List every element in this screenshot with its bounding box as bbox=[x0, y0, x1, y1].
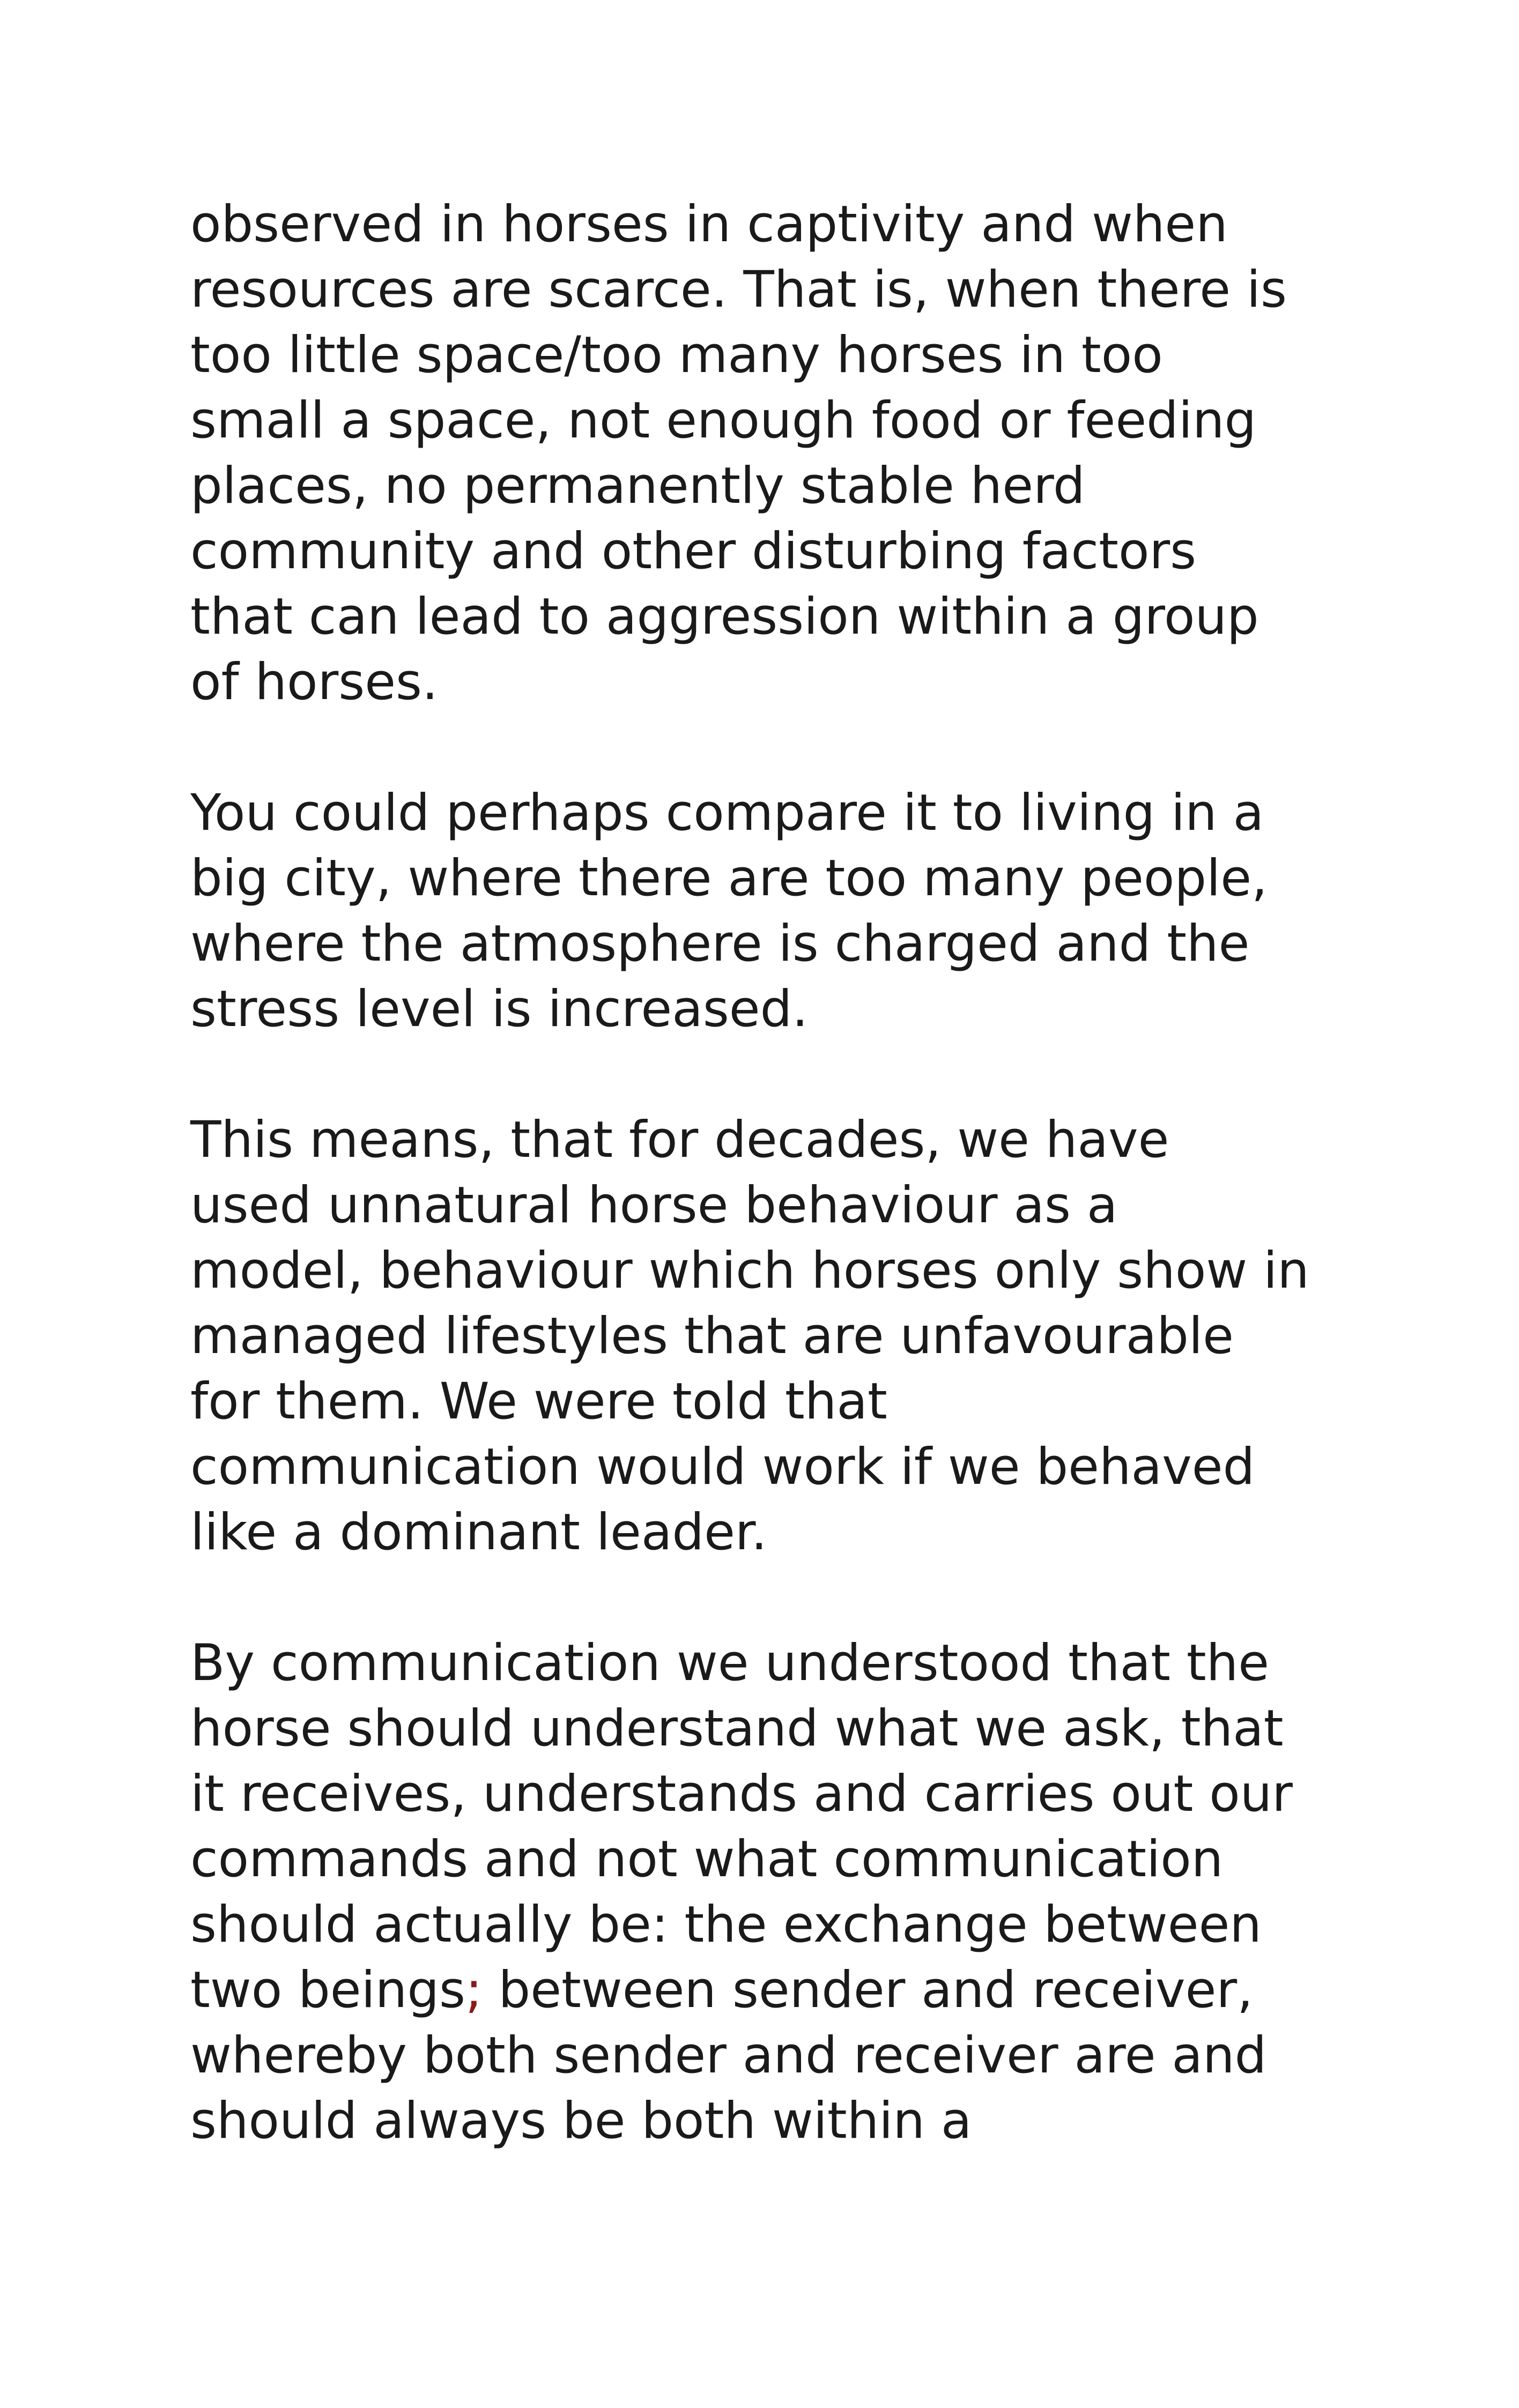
text-line: By communication we understood that the bbox=[190, 1634, 1270, 1692]
text-line: where the atmosphere is charged and the bbox=[190, 915, 1250, 973]
text-line: horse should understand what we ask, that bbox=[190, 1699, 1284, 1758]
text-line: small a space, not enough food or feeding bbox=[190, 391, 1257, 450]
text-line: managed lifestyles that are unfavourable bbox=[190, 1307, 1234, 1365]
text-line: that can lead to aggression within a group bbox=[190, 588, 1259, 646]
paragraph-4 bbox=[190, 1631, 1348, 2154]
text-line: for them. We were told that bbox=[190, 1372, 887, 1431]
text-line: resources are scarce. That is, when there is bbox=[190, 261, 1287, 319]
paragraph-1 bbox=[190, 192, 1348, 715]
accent-semicolon: ; bbox=[465, 1961, 483, 2019]
document-body bbox=[190, 192, 1348, 2219]
text-line: model, behaviour which horses only show in bbox=[190, 1242, 1309, 1300]
text-line: observed in horses in captivity and when bbox=[190, 195, 1228, 254]
text-line: community and other disturbing factors bbox=[190, 522, 1197, 581]
text-line: big city, where there are too many people, bbox=[190, 849, 1268, 908]
text-line: stress level is increased. bbox=[190, 980, 809, 1038]
paragraph-2 bbox=[190, 781, 1348, 1042]
text-line: it receives, understands and carries out our bbox=[190, 1765, 1293, 1823]
text-line: should always be both within a bbox=[190, 2092, 972, 2150]
text-line: You could perhaps compare it to living in a bbox=[190, 784, 1264, 842]
text-line: too little space/too many horses in too bbox=[190, 326, 1163, 384]
text-line: communication would work if we behaved bbox=[190, 1438, 1255, 1496]
text-segment: two beings bbox=[190, 1961, 465, 2019]
text-line: This means, that for decades, we have bbox=[190, 1111, 1169, 1169]
text-line: places, no permanently stable herd bbox=[190, 457, 1085, 515]
text-line: of horses. bbox=[190, 653, 438, 711]
text-line: should actually be: the exchange between bbox=[190, 1896, 1262, 1954]
paragraph-3 bbox=[190, 1108, 1348, 1565]
text-line-with-accent bbox=[190, 1958, 1348, 2023]
text-line: used unnatural horse behaviour as a bbox=[190, 1176, 1118, 1235]
text-line: like a dominant leader. bbox=[190, 1503, 767, 1562]
text-segment: between sender and receiver, bbox=[482, 1961, 1254, 2019]
text-line: commands and not what communication bbox=[190, 1830, 1224, 1889]
text-line: whereby both sender and receiver are and bbox=[190, 2026, 1267, 2085]
